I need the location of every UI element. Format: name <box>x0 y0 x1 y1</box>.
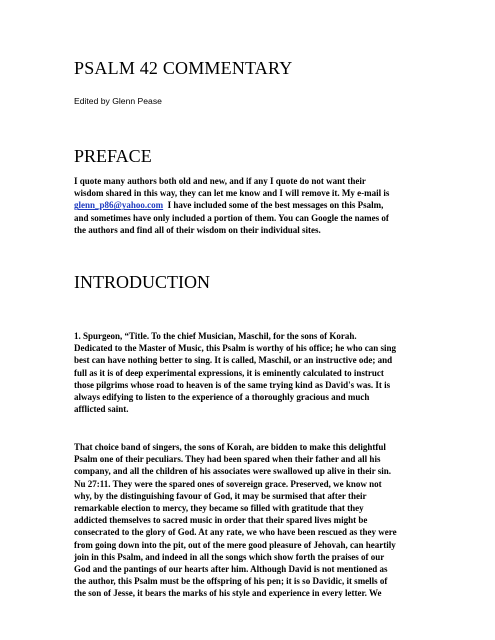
paragraph-line: Psalm one of their peculiars. They had been spared when their father and all his <box>74 454 381 465</box>
paragraph-line: why, by the distinguishing favour of God, it may be surmised that after their <box>74 490 367 501</box>
preface-heading: PREFACE <box>74 146 152 166</box>
preface-paragraph <box>74 175 434 236</box>
introduction-heading: INTRODUCTION <box>74 272 210 292</box>
paragraph-line: consecrated to the glory of God. At any rate, we who have been rescued as they were <box>74 527 397 538</box>
paragraph-line: God and the pantings of our hearts after him. Although David is not mentioned as <box>74 564 388 575</box>
email-link[interactable]: glenn_p86@yahoo.com <box>74 200 164 211</box>
preface-line: and sometimes have only included a portion of them. You can Google the names of <box>74 212 389 223</box>
paragraph-line: Dedicated to the Master of Music, this Psalm is worthy of his office; he who can sing <box>74 343 397 354</box>
paragraph-line: join in this Psalm, and indeed in all the songs which show forth the praises of our <box>74 551 385 562</box>
paragraph-line: addicted themselves to sacred music in order that their spared lives might be <box>74 515 368 526</box>
preface-line-text: I have included some of the best messages on this Psalm, <box>163 200 384 211</box>
paragraph-line: Nu 27:11. They were the spared ones of sovereign grace. Preserved, we know not <box>74 478 382 489</box>
editor-credit: Edited by Glenn Pease <box>74 96 162 106</box>
document-title: PSALM 42 COMMENTARY <box>74 58 293 78</box>
preface-email-line <box>74 199 434 211</box>
paragraph-line: always edifying to listen to the experience of a thoroughly gracious and much <box>74 392 370 403</box>
preface-line: wisdom shared in this way, they can let me know and I will remove it. My e-mail is <box>74 188 390 199</box>
paragraph-line: full as it is of deep experimental expressions, it is eminently calculated to instruct <box>74 367 384 378</box>
paragraph-line: afflicted saint. <box>74 404 129 415</box>
paragraph-line: the son of Jesse, it bears the marks of his style and experience in every letter. We <box>74 588 382 599</box>
preface-line: I quote many authors both old and new, and if any I quote do not want their <box>74 176 366 186</box>
introduction-paragraph-2 <box>74 441 434 600</box>
paragraph-line: from going down into the pit, out of the mere good pleasure of Jehovah, can heartily <box>74 539 396 550</box>
paragraph-line: the author, this Psalm must be the offspring of his pen; it is so Davidic, it smells of <box>74 576 388 587</box>
paragraph-line: remarkable election to mercy, they became so filled with gratitude that they <box>74 503 364 514</box>
paragraph-line: those pilgrims whose road to heaven is of the same trying kind as David's was. It is <box>74 379 391 390</box>
introduction-paragraph-1 <box>74 330 434 415</box>
paragraph-line: best can have nothing better to sing. It is called, Maschil, or an instructive ode; and <box>74 355 393 366</box>
paragraph-line: company, and all the children of his associates were swallowed up alive in their sin. <box>74 466 392 477</box>
preface-line: the authors and find all of their wisdom on their individual sites. <box>74 224 321 235</box>
paragraph-line: That choice band of singers, the sons of Korah, are bidden to make this delightful <box>74 442 386 452</box>
paragraph-line: 1. Spurgeon, “Title. To the chief Musician, Maschil, for the sons of Korah. <box>74 331 357 341</box>
